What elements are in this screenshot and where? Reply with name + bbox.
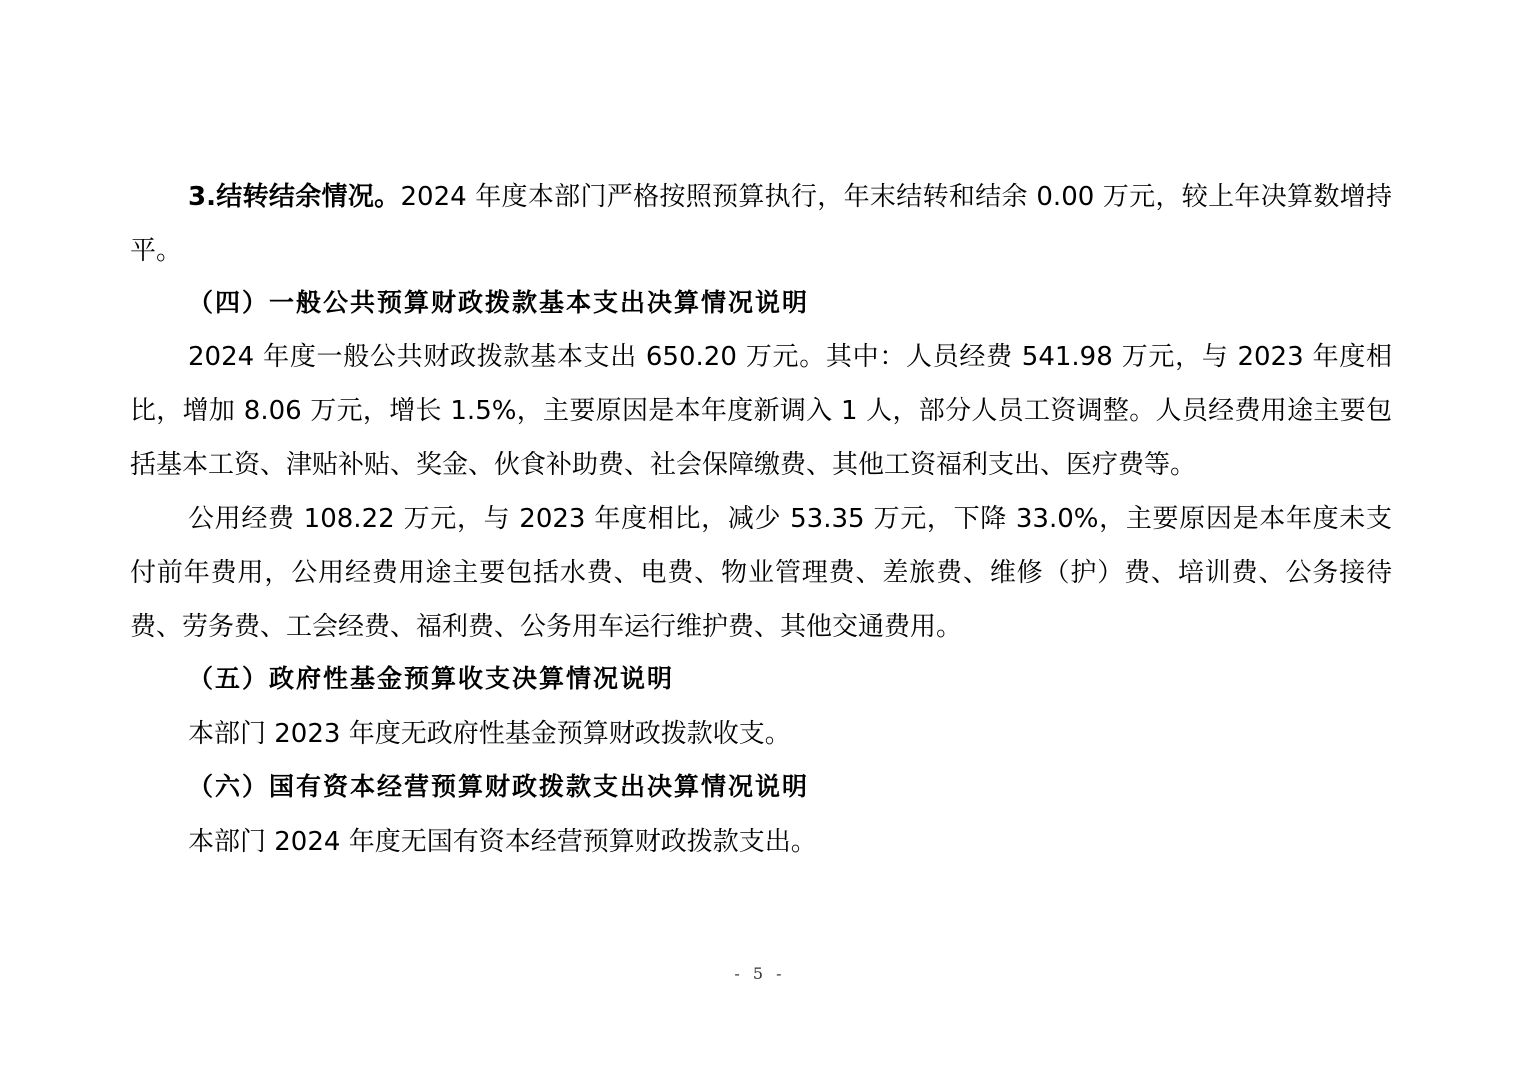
paragraph-4a: 2024 年度一般公共财政拨款基本支出 650.20 万元。其中：人员经费 541.98 万元，与 2023 年度相比，增加 8.06 万元，增长 1.5%，主要原因是本年度新调入 1 人，部分人员工资调整。人员经费用途主要包括基本工资、津贴补贴、奖金、伙食补助费、社会保障缴费、其他工资福利支出、医疗费等。: [130, 342, 1392, 480]
heading-section-4: （四）一般公共预算财政拨款基本支出决算情况说明: [188, 288, 810, 317]
heading-section-6: （六）国有资本经营预算财政拨款支出决算情况说明: [188, 772, 810, 801]
page-number: - 5 -: [734, 964, 786, 983]
paragraph-6: 本部门 2024 年度无国有资本经营预算财政拨款支出。: [188, 827, 817, 857]
paragraph-5: 本部门 2023 年度无政府性基金预算财政拨款收支。: [188, 719, 791, 749]
section3-body: 2024 年度本部门严格按照预算执行，年末结转和结余 0.00 万元，较上年决算数增持平。: [130, 182, 1393, 266]
heading-section-5: （五）政府性基金预算收支决算情况说明: [188, 664, 675, 693]
section3-lead: 3.结转结余情况。: [188, 182, 401, 212]
section3-paragraph: [130, 170, 1392, 278]
paragraph-4b: 公用经费 108.22 万元，与 2023 年度相比，减少 53.35 万元，下降 33.0%，主要原因是本年度未支付前年费用，公用经费用途主要包括水费、电费、物业管理费、差旅费、维修（护）费、培训费、公务接待费、劳务费、工会经费、福利费、公务用车运行维护费、其他交通费用。: [130, 504, 1392, 642]
